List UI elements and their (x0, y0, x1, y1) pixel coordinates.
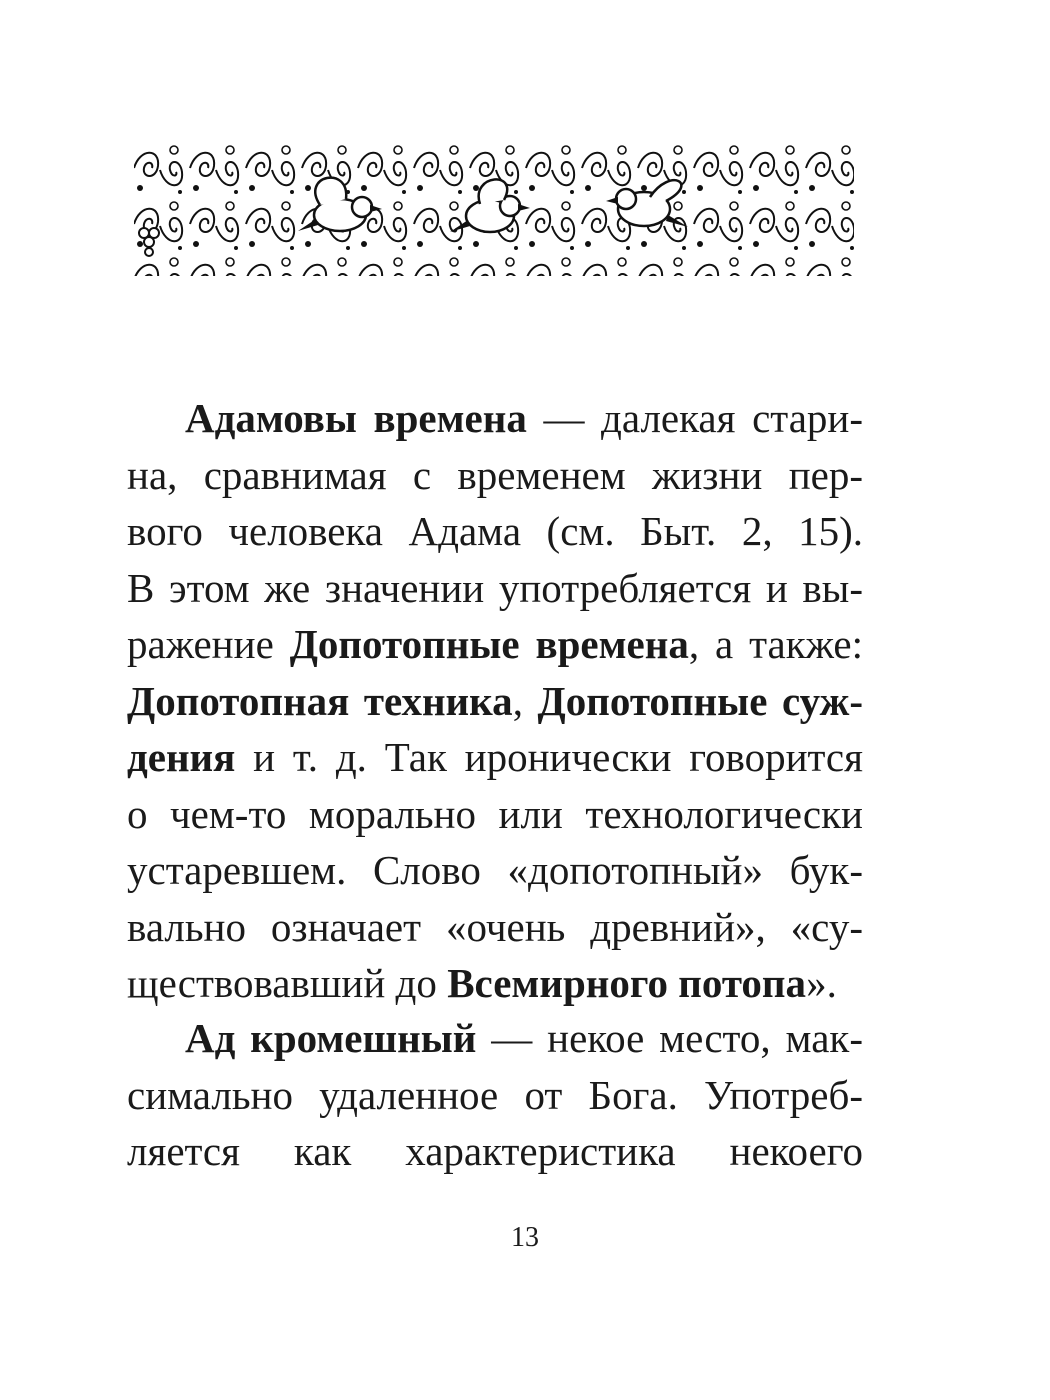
text-span: — некое место, мак- (476, 1015, 863, 1061)
text-span: устаревшем. Слово «допотопный» бук- (127, 847, 863, 893)
term-bold: дения (127, 734, 236, 780)
text-line (127, 786, 863, 843)
entry-adamovy-vremena (127, 390, 863, 1012)
text-line (127, 1123, 863, 1180)
term-bold: Всемирного потопа (447, 960, 807, 1006)
text-span: и т. д. Так иронически говорится (235, 734, 863, 780)
text-span: на, сравнимая с временем жизни пер- (127, 451, 863, 498)
text-line (127, 503, 863, 560)
term-heading: Ад кромешный (185, 1015, 477, 1061)
ornament-header-band (130, 140, 858, 280)
text-line (127, 955, 863, 1012)
text-span: о чем-то морально или технологически (127, 790, 863, 837)
text-span: ляется как характеристика некоего (127, 1128, 863, 1174)
text-line (127, 1010, 863, 1067)
text-span: — далекая стари- (526, 395, 863, 441)
text-span: вально означает «очень древний», «су- (127, 903, 863, 950)
page-number: 13 (511, 1222, 539, 1253)
text-span: В этом же значении употребляется и вы- (127, 564, 863, 611)
text-span: симально удаленное от Бога. Употреб- (127, 1071, 863, 1118)
term-bold: Допотопные времена (289, 621, 689, 667)
text-line (127, 390, 863, 447)
text-line (127, 899, 863, 956)
term-bold: Допотопная техника (127, 677, 513, 724)
text-line (127, 447, 863, 504)
entry-ad-kromeshny (127, 1010, 863, 1180)
text-span: вого человека Адама (см. Быт. 2, 15). (127, 508, 863, 554)
text-line (127, 560, 863, 617)
text-span: ». (806, 960, 837, 1006)
text-line (127, 1067, 863, 1124)
text-span: ществовавший до (127, 960, 448, 1006)
text-line (127, 673, 863, 730)
text-line (127, 842, 863, 899)
text-span: , а также: (688, 621, 864, 667)
text-line (127, 616, 863, 673)
term-bold: Допотопные суж- (537, 677, 863, 724)
text-line (127, 729, 863, 786)
text-span: , (512, 677, 538, 724)
term-heading: Адамовы времена (185, 395, 527, 441)
text-span: ражение (127, 621, 290, 667)
